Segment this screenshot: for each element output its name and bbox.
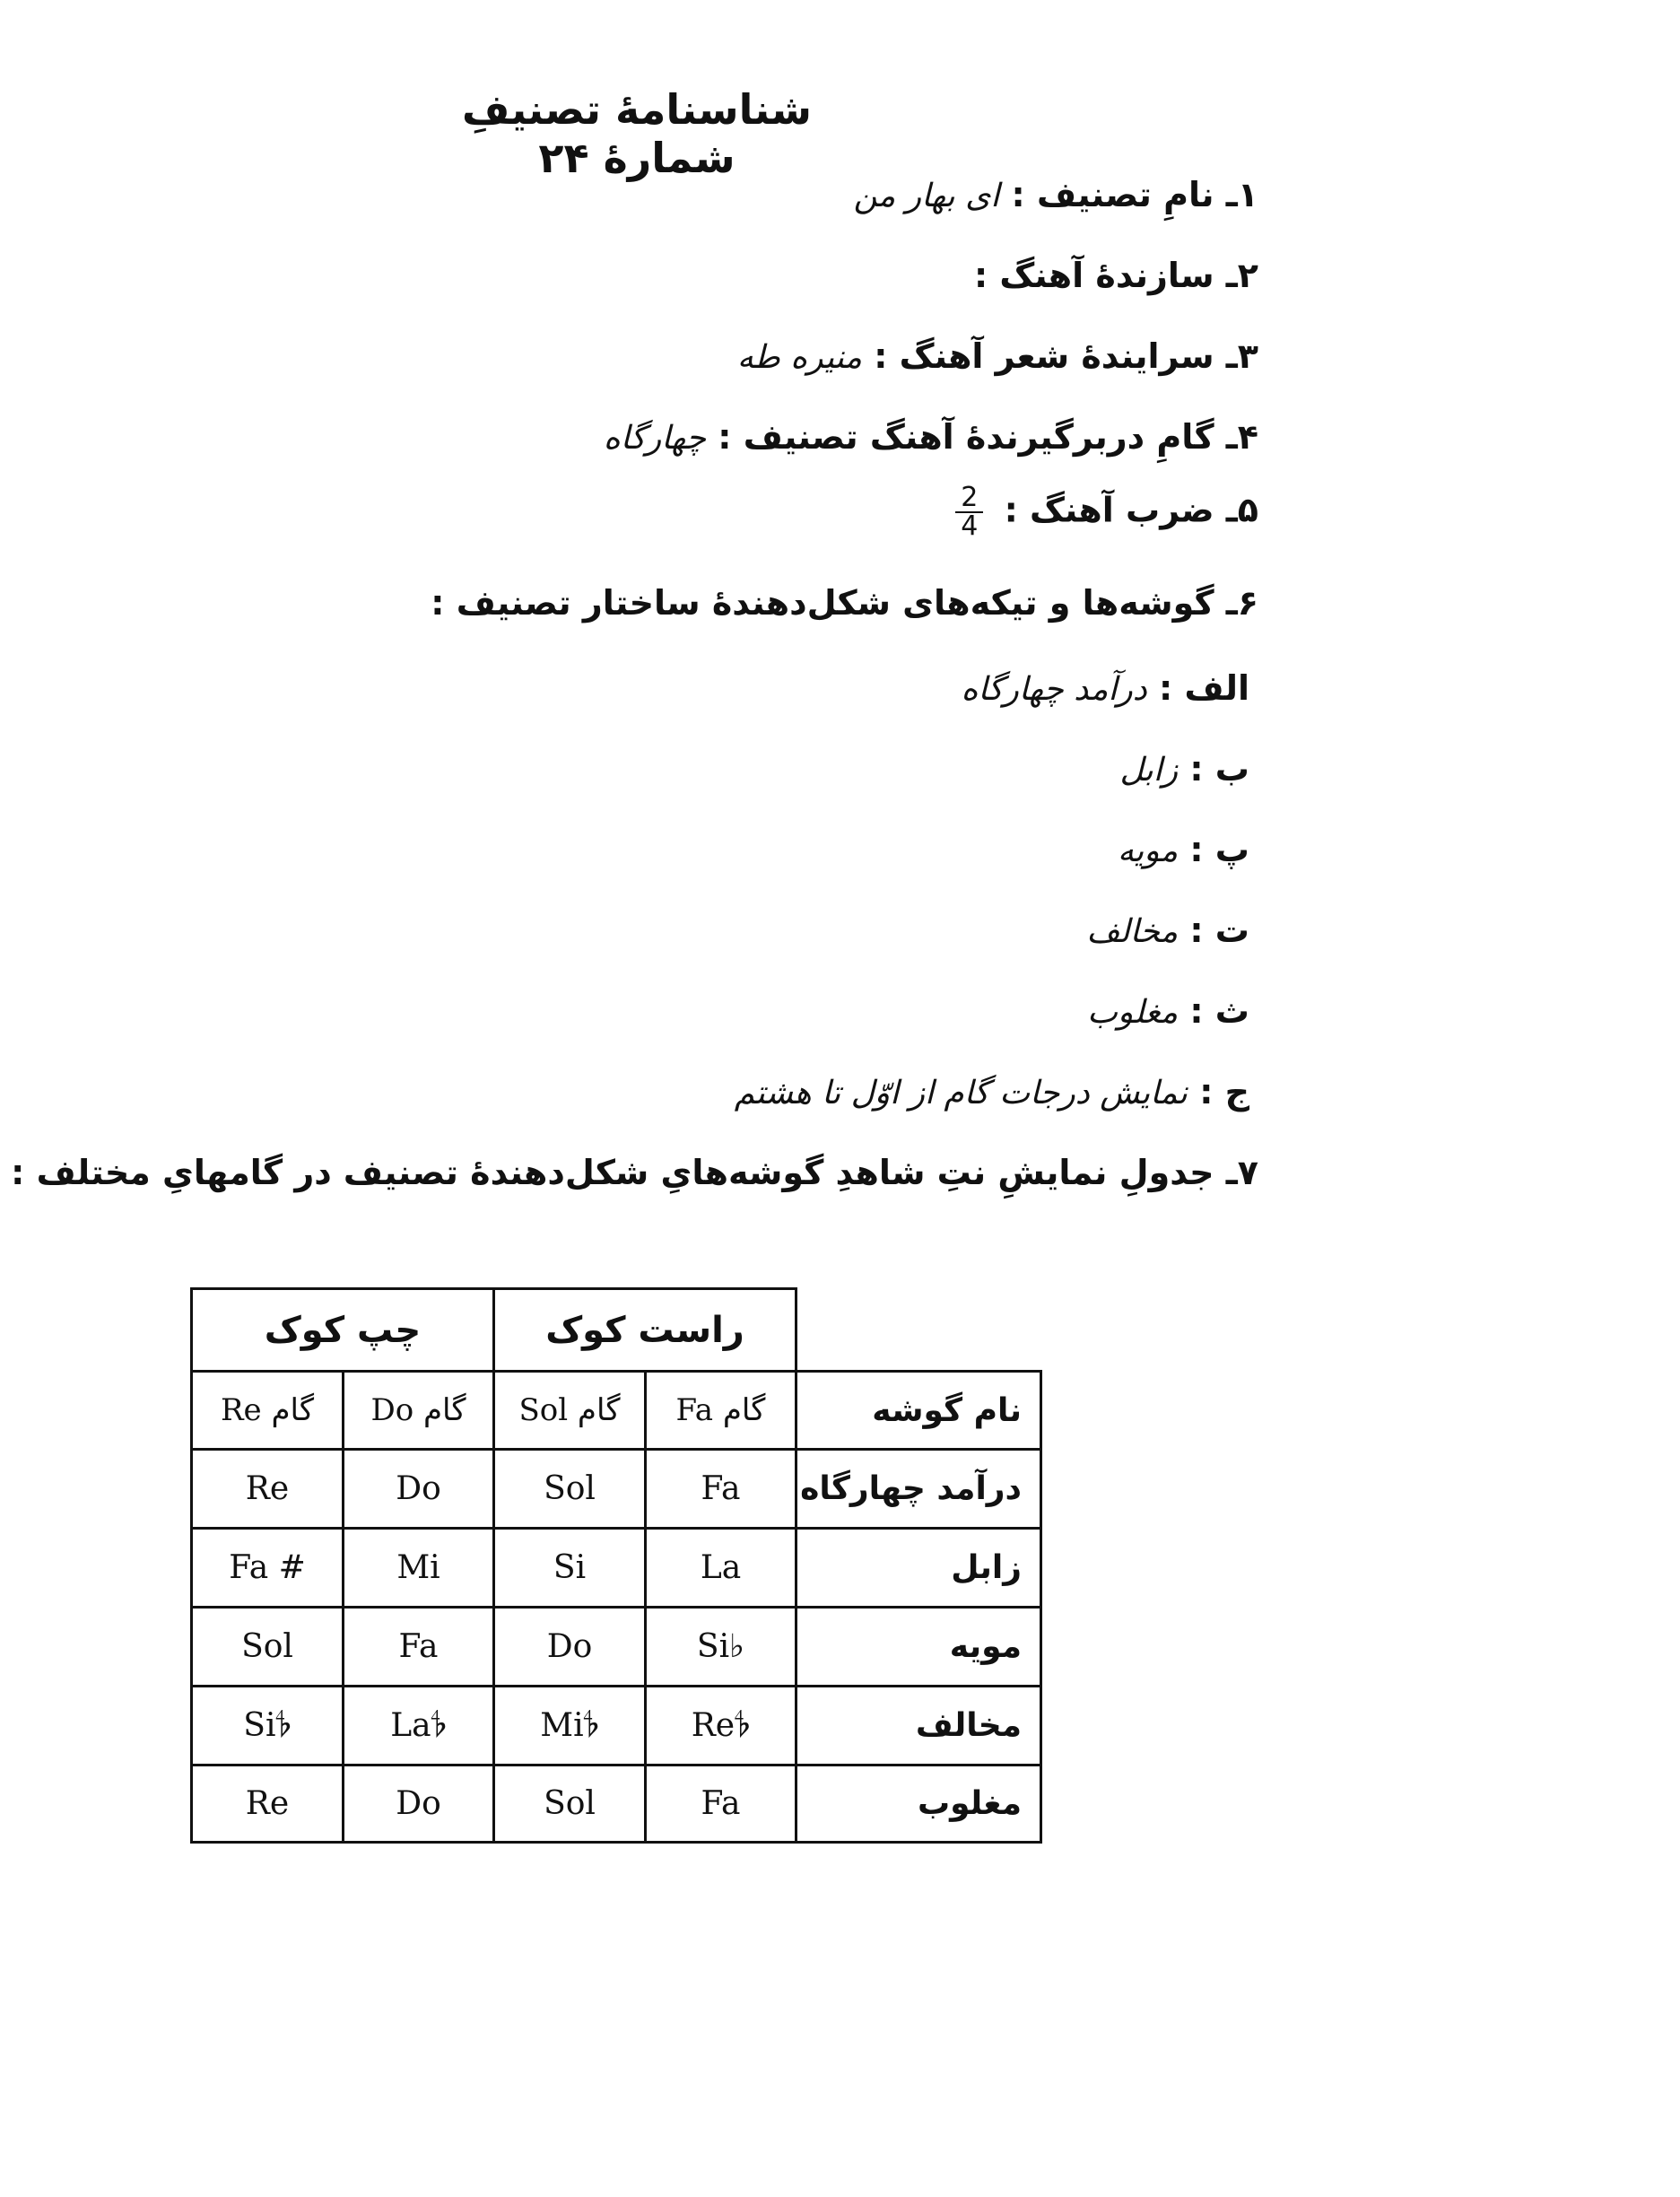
field-label: ۲ـ سازندهٔ آهنگ : (973, 256, 1258, 295)
shahed-notes-table (190, 1287, 1042, 1844)
table-cell: Do (492, 1606, 647, 1687)
table-cell: Si♭ (644, 1606, 797, 1687)
subitem-value: مخالف (1086, 913, 1179, 950)
table-cell: Sol (190, 1606, 344, 1687)
row-name: زابل (795, 1527, 1042, 1609)
subitem-se (1087, 991, 1249, 1031)
subitem-pe (1118, 830, 1249, 869)
field-composer (974, 256, 1258, 295)
group-header-rast-kuk: راست کوک (492, 1287, 797, 1373)
table-cell: Fa (644, 1448, 797, 1530)
subitem-te (1086, 911, 1249, 950)
table-cell: Fa # (190, 1527, 344, 1609)
table-cell: Mi𝄳 (492, 1685, 647, 1766)
subitem-label: پ : (1189, 830, 1249, 869)
subitem-alef (962, 668, 1249, 708)
table-cell: Re (190, 1764, 344, 1844)
table-cell: Do (342, 1764, 495, 1844)
scale-header-fa: گام Fa (644, 1370, 797, 1451)
table-cell: Si𝄳 (190, 1685, 344, 1766)
subitem-value: درآمد چهارگاه (961, 671, 1147, 708)
table-cell: Fa (342, 1606, 495, 1687)
subitem-label: ت : (1189, 911, 1249, 950)
table-cell: La𝄳 (342, 1685, 495, 1766)
page-title: شناسنامهٔ تصنیفِ شمارهٔ ۲۴ (462, 85, 812, 182)
scale-header-do: گام Do (342, 1370, 495, 1451)
time-signature-denominator: 4 (961, 510, 979, 542)
row-name: مخالف (795, 1685, 1042, 1766)
subitem-jim (735, 1072, 1249, 1112)
scale-header-re: گام Re (190, 1370, 344, 1451)
field-table-caption: ۷ـ جدولِ نمایشِ نتِ شاهدِ گوشه‌هایِ شکل‌دهندهٔ تصنیف در گامهایِ مختلف : (11, 1153, 1258, 1192)
field-value: ای بهار من (853, 178, 1000, 214)
field-value: چهارگاه (603, 420, 707, 457)
field-label: ۴ـ گامِ دربرگیرندهٔ آهنگ تصنیف : (718, 417, 1258, 457)
field-sections (431, 583, 1258, 623)
field-meter (955, 484, 1258, 540)
table-cell: Do (342, 1448, 495, 1530)
field-value: منیره طه (736, 339, 862, 376)
subitem-value: مویه (1117, 833, 1179, 869)
table-cell: Re𝄳 (644, 1685, 797, 1766)
name-header: نام گوشه (795, 1370, 1042, 1451)
table-cell: Si (492, 1527, 647, 1609)
field-song-name (854, 175, 1258, 214)
subitem-label: الف : (1159, 668, 1249, 708)
field-lyricist (737, 336, 1258, 376)
field-label: ۳ـ سرایندهٔ شعر آهنگ : (874, 336, 1258, 376)
group-header-chap-kuk: چپ کوک (190, 1287, 495, 1373)
table-cell: Fa (644, 1764, 797, 1844)
subitem-be (1119, 749, 1249, 789)
subitem-value: زابل (1119, 752, 1179, 789)
subitem-value: نمایش درجات گام از اوّل تا هشتم (734, 1075, 1188, 1112)
table-cell: Re (190, 1448, 344, 1530)
time-signature (955, 484, 983, 540)
table-cell: Sol (492, 1764, 647, 1844)
table-cell: Sol (492, 1448, 647, 1530)
field-scale (604, 417, 1258, 457)
row-name: مغلوب (795, 1764, 1042, 1844)
table-cell: La (644, 1527, 797, 1609)
table-cell: Mi (342, 1527, 495, 1609)
row-name: درآمد چهارگاه (795, 1448, 1042, 1530)
field-label: ۶ـ گوشه‌ها و تیکه‌های شکل‌دهندهٔ ساختار تصنیف : (431, 583, 1258, 623)
subitem-label: ث : (1189, 991, 1249, 1031)
subitem-label: ج : (1199, 1072, 1249, 1112)
field-label: ۱ـ نامِ تصنیف : (1011, 175, 1258, 214)
field-label: ۵ـ ضرب آهنگ : (1004, 490, 1258, 530)
time-signature-numerator: 2 (955, 484, 983, 513)
scale-header-sol: گام Sol (492, 1370, 647, 1451)
row-name: مویه (795, 1606, 1042, 1687)
subitem-label: ب : (1189, 749, 1249, 789)
subitem-value: مغلوب (1087, 994, 1179, 1031)
